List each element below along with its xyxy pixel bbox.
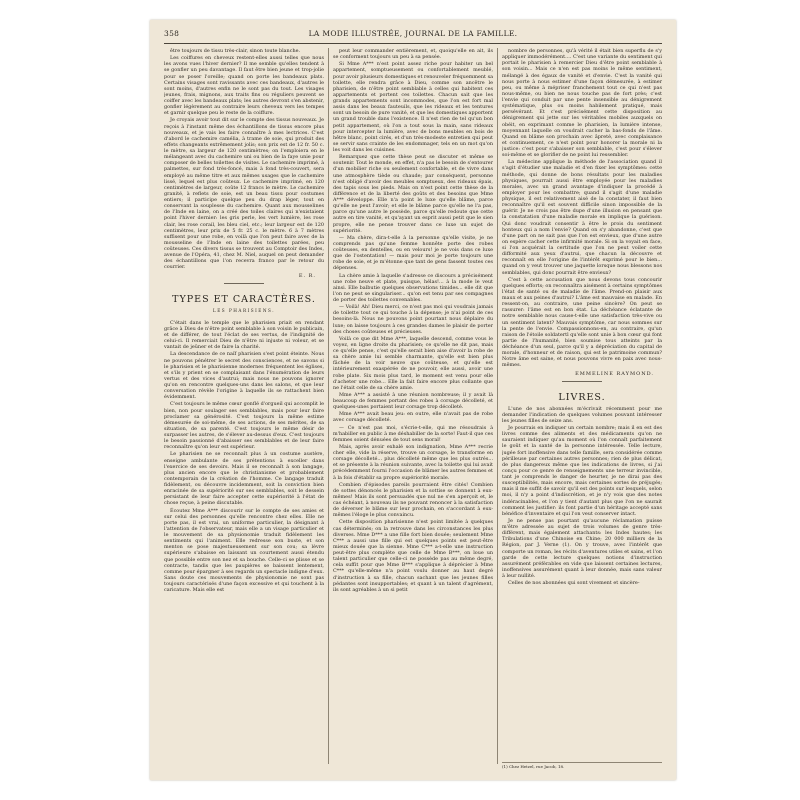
column-3 — [502, 48, 662, 764]
paragraph: — Voilà! Ah! Dieu merci, ce n'est pas moi qui voudrais jamais de toilette tout ce qui touche à la dépense; je n'ai point de ces besoins-là. Nous ne pouvons point pourtant nous déplaire du luxe; on laisse toujours à ces grandes dames le plaisir de porter des choses coûteuses et précieuses. — [333, 304, 493, 335]
column-1 — [164, 48, 324, 764]
paragraph: être toujours de tissu très-clair, sinon toute blanche. — [170, 48, 301, 54]
signature: E. R. — [298, 272, 316, 279]
page-header — [164, 29, 662, 44]
paragraph: C'était dans le temple que le pharisien priait en rendant grâce à Dieu de n'être point semblable à son voisin le publicain, et de différer, de tout l'éclat de ses vertus, de l'indignité de celui-ci. Il remerciait Dieu de n'être ni injuste ni voleur, et se vantait de jeûner et de faire la charité. — [164, 319, 324, 351]
paragraph: Voilà ce que dit Mme A***, laquelle descend, comme vous le voyez, en ligne droite du pharisien; ce qu'elle ne dit pas, mais ce qu'elle pense, c'est qu'elle serait bien aise d'avoir la robe de sa chère amie lui semble charmante, qu'elle est bien plus fâchée de la voir neuve que coûteuse, et qu'elle est intérieurement exaspérée de ne pouvoir, elle aussi, avoir une robe plate. Six mois plus tard, le moment est venu pour elle d'acheter une robe... Elle la fait faire encore plus collante que ne l'était celle de sa chère amie. — [333, 335, 493, 391]
paragraph: nombre de personnes, qu'à vérité il était bien superflu de s'y appliquer immodérément.... C'est une variante du sentiment qui portait le pharisien à remercier Dieu d'être point semblable à son voisin... Mais ce n'en est pas moins le même sentiment, mélangé à des égaux de vanité et d'envie. C'est la vanité qui nous porte à nous estimer d'une façon démesurée, à estimer peu, ou même à mépriser franchement tout ce qui n'est pas nous-même, ou bien ne nous touche pas de fort près; c'est l'envie qui conduit par une pente insensible au dénigrement systématique, plus ou moins habilement pratiqué, mais persévérant. Et c'est précisément cette disposition au dénigrement qui jette sur les véritables mobiles auxquels on obéit, en exprimant comme le pharisien, la lumière intense, moyennant laquelle on voudrait cacher la bas-fonds de l'âme. Quand on blâme son prochain avec âpreté, avec complaisance et continuement, ce n'est point pour honorer la morale ni la justice: c'est pour s'abaisser son semblable, c'est pour s'élever soi-même et se glorifier de ne point lui ressembler. — [502, 48, 662, 159]
paragraph: Mme A*** avait beau jeu: en outre, elle n'avait pas de robe avec corsage décolleté. — [333, 411, 493, 424]
section-subtitle: LES PHARISIENS. — [212, 307, 276, 313]
paragraph: Si Mme A*** n'est point assez riche pour habiter un bel appartement, somptueusement ou confortablement meublé, pour avoir plusieurs domestiques et renouveler fréquemment sa toilette, elle rendra grâce à Dieu, comme son ancêtre le pharisien, de n'être point semblable à celles qui habitent ces appartements et portent ces toilettes. Chacun sait que les grands appartements sont incommodes, que l'on est fort mal assis dans les beaux fauteuils, que les rideaux et les tentures sont un besoin de pure vanité, et que les domestiques apportent un grand trouble dans l'existence. Il n'est rien de tel qu'un bon petit appartement, où l'on a tout sous la main, sans rideaux pour intercepter la lumière, avec de bons meubles en bois de hêtre blanc, point cirés, et d'un très-modeste entretien qui peut se servir sans crainte de les endommager, tels en un mot qu'on les voit dans les cuisines. — [333, 61, 493, 153]
signature: EMMELINE RAYMOND. — [575, 370, 654, 377]
separator — [562, 381, 602, 382]
column-2 — [333, 48, 493, 764]
separator — [224, 283, 264, 284]
paragraph: Cette disposition pharisienne n'est point limitée à quelques cas déterminés; on la retrouve dans les circonstances les plus diverses. Mme D*** a une fille fort bien douée; seulement Mme C*** a aussi une fille qui est quelques points est peut-être mieux douée que la sienne. Mme C*** a-t-elle une instruction peut-être plus complète que celle de Mme B***, on loue un talent particulier que celle-ci ne possède pas au même degré, cela suffit pour que Mme B*** s'applique à déprécier à Mme C*** qu'elle-même n'a point voulu donner au haut degré d'instruction à sa fille, chacun sachant que les jeunes filles pédantes sont insupportables; et quant à un talent d'agrément, ils sont agréables à un si petit — [333, 519, 493, 593]
paragraph: Je croyais avoir tout dit sur le compte des tissus nouveaux. Je reçois à l'instant même des échantillons de tissus encore plus nouveaux, et je vais les faire connaître à mes lectrices. C'est d'abord le cachemire camélia, à trame de soie, qui produit des effets changeants extrêmement jolis; son prix est de 12 fr. 50 c. le mètre, sa largeur de 120 centimètres; on l'emploiera en le mélangeant avec du cachemire uni ou bien de la faye unie pour composer de belles toilettes de visites. Le cachemire imprimé, à palmettes, sur fond très-foncé, mais à fond très-couvert, sera employé au même titre et aux mêmes usages que le cachemire lissé, lequel est plus coûteux. Le cachemire imprimé, en 120 centimètres de largeur, coûte 12 francs le mètre. Le cachemire granité, à reflets de soie, est un beau tissu pour costumes entiers; il participe quelque peu du drap léger, tout en conservant la souplesse du cachemire. Quant aux mousselines de l'Inde en laine, on a créé des toiles claires qui n'existaient point l'hiver dernier: les gris perle, les vert lumière, les rose clair, les rose corail, les bleu ciel, etc.; leur largeur est de 120 centimètres, leur prix de 5 fr. 25 c. le mètre. 6 à 7 mètres suffisent pour une robe, en voilà que l'on peut faire avec de la mousseline de l'Inde en laine des toilettes parées, peu coûteuses. Ces divers tissus se trouvent au Comptoir des Indes, avenue de l'Opéra, 41, chez M. Niel, auquel on peut demander des échantillons que l'on recevra franco par le retour du courrier. — [164, 117, 324, 271]
paragraph: Le pharisien ne se reconnaît plus à un costume austère, enseigne ambulante de ses prétentions à exceller dans l'exercice de ses devoirs. Mais il se reconnaît à son langage, plus ancien encore que le christianisme et probablement contemporain de la création de l'homme. Ce langage traduit fidèlement, ou découvre incidemment, soit la conviction bien enracinée de sa supériorité sur ses semblables, soit le dessein persistant de leur faire accepter cette supériorité à l'état de chose reçue, à peine discutable. — [164, 451, 324, 507]
column-rule-1 — [328, 48, 329, 764]
section-title: TYPES ET CARACTÈRES. — [172, 293, 316, 305]
paragraph: Combien d'épisodes pareils pourraient être cités! Combien de sottes dénoncés le pharisien et la sottise se donnent à eux-mêmes! Mais ils sont persuadés que nul ne s'en aperçoit et, le cas échéant, à nouveau ils ne pouvant renoncer à la satisfaction de déverser le blâme sur leur prochain, en s'accordant à eux-mêmes l'éloge le plus convaincu. — [333, 481, 493, 519]
paragraph: — Ma chère, dira-t-elle à la personne qu'elle visite, je ne comprends pas qu'une femme honnête porte des robes coûteuses, en dentelles, ou en velours! je ne vois dans ce luxe que de l'ostentation! — mais pour moi je porte toujours une robe de soie, et je m'étonne que tant de gens fassent toutes ces dépenses. — [333, 234, 493, 272]
page-number: 358 — [164, 29, 180, 38]
column-rule-2 — [497, 48, 498, 764]
paragraph: Les coiffures en cheveux restent-elles aussi telles que nous les avons vues l'hiver dernier? Il me semble qu'elles tendent à se gonfler un peu davantage. Il faut être bien jeune et trop-jolie pour se poser l'oreille; quand on porte les bandeaux plats. Certains visages sont ravissants avec ces bandeaux, d'autres le sont moins, d'autres enfin ne le sont pas du tout. Les visages jeunes, frais, mignons, aux traits fins ou réguliers peuvent se coiffer avec les bandeaux plats; les autres devront s'en abstenir, gonfler légèrement au contraire leurs cheveux vers les tempes et garnir quelque peu le reste de la coiffure. — [164, 55, 324, 117]
paragraph: Mais, après avoir exhalé son indignation, Mme A*** recrie cher elle, vide la réserve, trouve un corsage, le transforme en corsage décolleté... plus décolleté même que les plus outrés... et se présente à la réunion suivante, avec la toilette qui lui avait précédemment fourni l'occasion de blâmer les autres femmes et à la fois d'établir sa propre supériorité morale. — [333, 443, 493, 481]
paragraph: C'est toujours le même cœur gonflé d'orgueil qui accomplit le bien, non pour soulager ses semblables, mais pour leur faire proclamer sa générosité. C'est toujours la même estime démesurée de soi-même, de ses actions, de ses mérites, de sa situation, de sa parenté. C'est toujours le même désir de surpasser les autres, de s'élever au-dessus d'eux. C'est toujours le besoin passionné d'abaisser ses semblables et de leur faire reconnaître qu'on leur est supérieur. — [164, 401, 324, 451]
journal-title: LA MODE ILLUSTRÉE, JOURNAL DE LA FAMILLE. — [308, 29, 518, 38]
footnote: (1) Chez Hetzel, rue Jacob, 18. — [502, 762, 662, 769]
paragraph: peut leur commander entièrement, et, quoiqu'elle en ait, ils se conforment toujours un peu à sa pensée. — [333, 48, 493, 61]
paragraph: La chère amie à laquelle s'adresse ce discours a précisément une robe neuve et plate, puisque, hélas!... à la mode le veut ainsi. Elle balbutie quelques observations timides... elle dit que l'on ne peut se singulariser... qu'on est tenu par ses compagnes de porter des toilettes convenables. — [333, 272, 493, 303]
paragraph: Remarquez que cette thèse peut se discuter et même se soutenir. Tout le monde, en effet, n'a pas le besoin de s'entourer d'un mobilier riche ou seulement confortable, et de vivre dans une atmosphère tiède ou chaude; par conséquent, personne n'est obligé d'avoir des meubles somptueux, des rideaux épais, des tapis sous les pieds. Mais on n'est point cette thèse de la différence et de la liberté des goûts et des besoins que Mme A*** développe. Elle n'a point le luxe qu'elle blâme, parce qu'elle ne peut l'avoir; et elle le blâme parce qu'elle ne l'a pas, parce qu'une autre le possède, parce qu'elle redoute que cette autre en tire vanité, et qu'ayant un esprit aussi petit que le sien propre, elle ne pense trouver dans ce luxe un sujet de supériorité. — [333, 154, 493, 234]
section-title: LIVRES. — [558, 391, 606, 403]
paragraph: La médecine applique la méthode de l'association quand il s'agit d'étudier une maladie et d'en fixer les symptômes: cette méthode, qui donne de bons résultats pour les maladies physiques, pourrait aussi être employée pour les maladies morales, avec un grand avantage d'indiquer la procédé à employer pour les combattre; quand il s'agit d'une maladie physique, il est relativement aisé de la constater, il faut bien reconnaître qu'il est souvent difficile sinon impossible de la guérir. Je ne crois pas être dupe d'une illusion en pensant que la constatation d'une maladie morale en implique la guérison. Qui donc voudrait consentir à être le prois du sentiment honteux qui a nom l'envie? Quand on s'y abandonne, c'est que d'une part on ne sait pas que l'on est envieux, que d'une autre on espère cacher cette infirmité morale. Si on la voyait en face, si l'on acquérait la certitude que l'on ne peut voiler cette difformité aux yeux d'autrui, que chacun la découvre et reconnaît en elle l'origine de l'intérêt exprimé pour le bien... quand on y veut trouver une jaquette lorsque nous blessons nos semblables, qui donc pourrait être envieux? — [502, 159, 662, 276]
paragraph: — Ce n'est pas moi, s'écrie-t-elle, qui me résoudrais à m'habiller en public à me déshabiller de la sorte! Faut-il que ces femmes soient dénuées de tout sens moral! — [333, 424, 493, 443]
paragraph: Mme A*** a assisté à une réunion nombreuse; il y avait là beaucoup de femmes portant des robes à corsage décolleté, et quelques-unes portaient leur corsage trop décolleté. — [333, 391, 493, 411]
paragraph: Celles de nos abonnées qui sont vivement et sincère- — [508, 580, 640, 587]
paragraph: Je pourrais en indiquer un certain nombre; mais il en est des livres comme des aliments et des médicaments qu'on ne sauraient indiquer qu'au moment où l'on connaît parfaitement le goût et la santé de la personne intéressée. Telle lecture, jugée fort inoffensive dans telle famille, sera considérée comme périlleuse par certaines autres personnes; rien de plus délicat, de plus dangereux même que les indications de livres, si j'ai conçu pour ce genre de renseignements une terreur invincible, tant je comprends le danger de heurter, je ne dirai pas des susceptibilités, mais encore, mais certaines sortes de préjugés; mais il me suffit de savoir qu'il est des points sur lesquels, selon moi, il n'y a point d'indiscrétion, et je n'y vois que des notes indéracinables, et l'on y tient d'autant plus que l'on ne saurait comment les justifier: ils font partie d'un héritage accepté sans bénéfice d'inventaire et qui l'on veut conserver intact. — [502, 425, 662, 517]
paragraph: La descendance de ce naïf pharisien s'est point éteinte. Nous ne pouvons pénétrer le secret des consciences, et ne savons si le pharisien et le pharisienne modernes fréquentent les églises, et s'ils y prient en se complaisant dans l'énumération de leurs vertus et des vices d'autrui; mais nous ne pouvons ignorer qu'on en rencontre quelques-uns dans les salons, et que leur conversation révèle l'origine à laquelle ils se rattachent bien évidemment. — [164, 351, 324, 401]
paragraph: Je ne pense pas pourtant qu'aucune réclamation puisse m'être adressée au sujet de trois volumes de genre très-différent, mais également attachants: les Indes hautes; les Tribulations d'une Chinoise en Chine; 20 000 milliers de la Région, par J. Verne (1). On y trouve, avec l'intérêt que comporte un roman, les récits d'aventures utiles et sains, et l'on garde de cette lecture quelques notions d'instruction assurément préférables en vide que laissent certaines lectures, inoffensives assurément quant à leur donnée, mais sans valeur à leur nullité. — [502, 517, 662, 579]
paragraph: Écoutez Mme A*** discourir sur le compte de ses amies et sur celui des personnes qu'elle rencontre chez elles. Elle ne porte pas, il est vrai, un uniforme particulier, la désignant à l'attention de l'observateur, mais elle a un visage particulier et le mouvement de sa physionomie traduit fidèlement les sentiments qui l'animent. Elle redresse son buste, et son menton se pose majestueusement sur son cou; sa lèvre supérieure s'abaisse en laissant un courtement aussi étendu que possible entre son nez et sa bouche. Celle-ci se plisse et se contracte, tandis que les paupières se baissent lentement, comme pour épargner à ses regards un spectacle indigne d'eux. Sans doute ces mouvements de physionomie ne sont pas toujours caractérisés d'une façon excessive et qui touchent à la caricature. Mais elle est — [164, 507, 324, 594]
newspaper-page — [150, 20, 676, 780]
paragraph: C'est à cette accusation que nous devons tous concourir quelques efforts; on reconnaîtra aisément à certains symptômes l'état de santé ou de maladie de l'âme. Prend-on plaisir aux maux et aux peines d'autrui? L'âme est mauvaise en malade. En ressent-on, au contraire, une peine sincère? On peut se rassurer: l'âme est en bon état. La déchéance éclatante de notre semblable nous cause-t-elle une satisfaction très-vive ou un sentiment latent? Mauvais symptôme, car nous sommes sur la pente de l'envie. Compassionnons-en, au contraire, qu'un raison de l'étoile soldatertl qu'elle sont unie à bon cœur qui font partie de l'humanité, bien soumise tous atteints par la déchéance d'un seul, parce qu'il y a dépréciation du capital de morale, d'honneur et de raison, qui est le patrimoine commun? Notre âme est saine, et nous pouvons vivre en paix avec nous-mêmes. — [502, 276, 662, 369]
paragraph: L'une de nos abonnées m'écrivait récemment pour me demander l'indication de quelques volumes pouvant intéresser les jeunes filles de seize ans. — [502, 405, 662, 424]
